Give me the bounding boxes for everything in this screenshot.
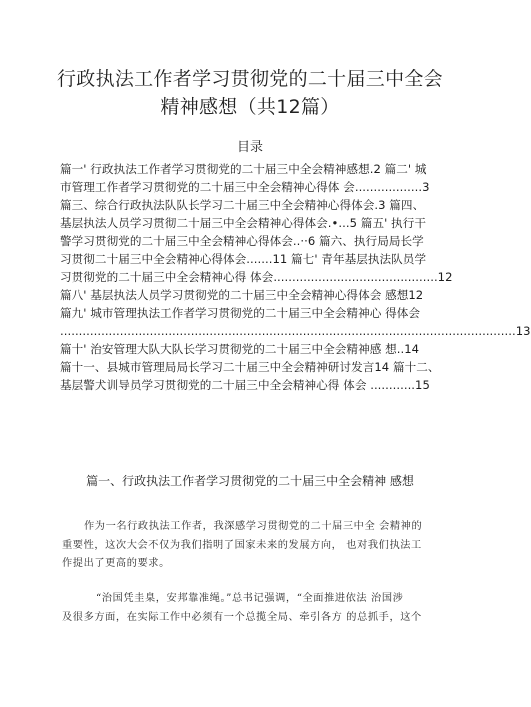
toc-line[interactable]: 篇九' 城市管理执法工作者学习贯彻党的二十届三中全会精神心 得体会	[60, 306, 421, 320]
toc-line[interactable]: 篇十一、县城市管理局局长学习二十届三中全会精神研讨发言14 篇十二、	[60, 360, 440, 374]
toc-line[interactable]: 篇十' 治安管理大队大队长学习贯彻党的二十届三中全会精神感 想..14	[60, 342, 420, 356]
paragraph-2	[62, 590, 458, 627]
paragraph-1	[62, 518, 458, 574]
toc-line[interactable]: 篇一' 行政执法工作者学习贯彻党的二十届三中全会精神感想.2 篇二' 城	[60, 162, 427, 176]
toc-heading: 目录	[236, 140, 263, 155]
toc-line[interactable]: 市管理工作者学习贯彻党的二十届三中全会精神心得体 会..................3	[60, 180, 430, 194]
toc-line[interactable]: 基层执法人员学习贯彻二十届三中全会精神心得体会.•...5 篇五' 执行干	[60, 216, 426, 230]
toc-line[interactable]: 基层警犬训导员学习贯彻党的二十届三中全会精神心得 体会 ............15	[60, 378, 430, 392]
paragraph-line: 作提出了更高的要求。	[62, 558, 170, 569]
toc-line[interactable]: 篇八' 基层执法人员学习贯彻党的二十届三中全会精神心得体会 感想12	[60, 288, 424, 302]
section-heading: 篇一、行政执法工作者学习贯彻党的二十届三中全会精神 感想	[86, 474, 414, 488]
paragraph-line: 重要性，这次大会不仅为我们指明了国家未来的发展方向， 也对我们执法工	[62, 539, 422, 551]
toc-line[interactable]: 习贯彻党的二十届三中全会精神心得 体会............................................12	[60, 270, 453, 284]
toc-line[interactable]: ..........................................................................................................................13	[60, 324, 531, 338]
document-title-line-1: 行政执法工作者学习贯彻党的二十届三中全会	[56, 68, 443, 90]
paragraph-line: “治国凭圭臬，安邦靠准绳。”总书记强调，“全面推进依法 治国涉	[96, 593, 404, 604]
toc-line[interactable]: 习贯彻二十届三中全会精神心得体会.......11 篇七' 青年基层执法队员学	[60, 252, 427, 266]
toc-line[interactable]: 警学习贯彻党的二十届三中全会精神心得体会..··6 篇六、执行局局长学	[60, 234, 424, 248]
table-of-contents	[60, 160, 531, 394]
document-title-line-2: 精神感想（共12篇）	[160, 96, 340, 118]
paragraph-line: 及很多方面，在实际工作中必须有一个总揽全局、牵引各方 的总抓手，这个	[62, 611, 422, 623]
paragraph-line: 作为一名行政执法工作者，我深感学习贯彻党的二十届三中全 会精神的	[84, 521, 423, 532]
toc-line[interactable]: 篇三、综合行政执法队队长学习二十届三中全会精神心得体会.3 篇四、	[60, 198, 425, 212]
